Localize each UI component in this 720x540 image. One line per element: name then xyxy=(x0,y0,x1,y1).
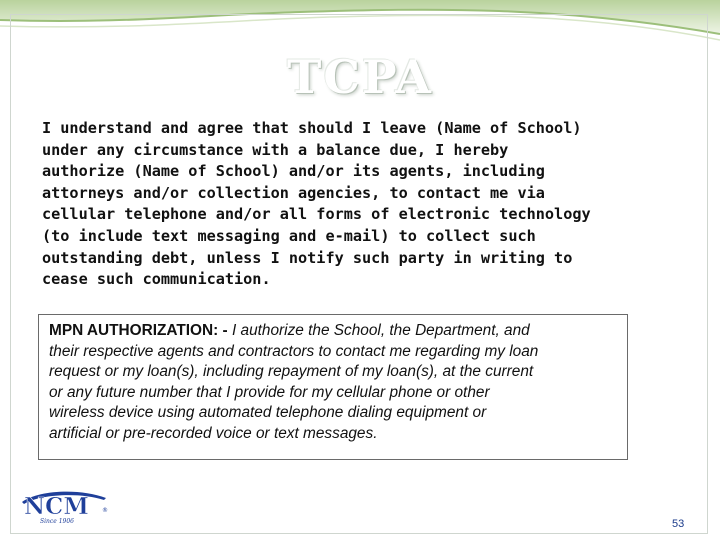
mpn-authorization-box xyxy=(38,314,628,460)
tcpa-line: cellular telephone and/or all forms of electronic technology xyxy=(42,205,591,224)
mpn-line: artificial or pre-recorded voice or text messages. xyxy=(49,424,378,442)
mpn-line: request or my loan(s), including repayment of my loan(s), at the current xyxy=(49,363,534,381)
mpn-heading: MPN AUTHORIZATION xyxy=(49,322,214,339)
ncm-logo xyxy=(20,484,110,526)
tcpa-line: cease such communication. xyxy=(42,270,271,289)
tcpa-line: (to include text messaging and e-mail) to collect such xyxy=(42,226,536,245)
mpn-line: or any future number that I provide for my cellular phone or other xyxy=(49,383,490,401)
page-number: 53 xyxy=(672,518,685,530)
logo-tagline: Since 1906 xyxy=(40,518,74,525)
mpn-line-text: I authorize the School, the Department, and xyxy=(231,322,530,339)
tcpa-line: outstanding debt, unless I notify such party in writing to xyxy=(42,248,573,267)
mpn-line: wireless device using automated telephone dialing equipment or xyxy=(49,404,487,422)
logo-text: NCM xyxy=(24,493,89,520)
slide-title: TCPA xyxy=(287,50,433,104)
tcpa-line: attorneys and/or collection agencies, to contact me via xyxy=(42,183,545,202)
mpn-separator: : - xyxy=(213,322,232,339)
mpn-line: their respective agents and contractors to contact me regarding my loan xyxy=(49,342,539,360)
tcpa-line: under any circumstance with a balance due, I hereby xyxy=(42,140,509,159)
tcpa-line: authorize (Name of School) and/or its agents, including xyxy=(42,162,545,181)
mpn-line xyxy=(49,321,617,342)
tcpa-consent-text xyxy=(42,118,682,291)
logo-registered-mark: ® xyxy=(102,507,108,514)
tcpa-line: I understand and agree that should I leave (Name of School) xyxy=(42,119,582,137)
